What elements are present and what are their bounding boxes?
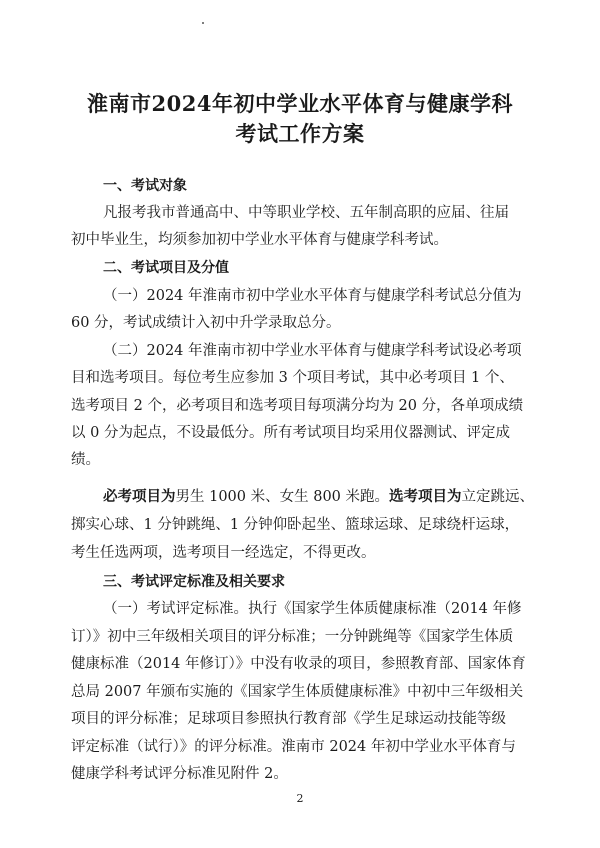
paragraph-line: 总局 2007 年颁布实施的《国家学生体质健康标准》中初中三年级相关 <box>71 684 524 700</box>
paragraph-line: 健康学科考试评分标准见附件 2。 <box>71 766 288 782</box>
paragraph-line: 目和选考项目。每位考生应参加 3 个项目考试，其中必考项目 1 个、 <box>71 370 514 386</box>
paragraph-line: 订）》初中三年级相关项目的评分标准；一分钟跳绳等《国家学生体质 <box>71 629 514 645</box>
paragraph-line: （一）2024 年淮南市初中学业水平体育与健康学科考试总分值为 <box>103 288 522 304</box>
paragraph-line: 选考项目 2 个，必考项目和选考项目每项满分均为 20 分，各单项成绩 <box>71 398 524 414</box>
optional-items-text: 立定跳远、 <box>461 489 535 505</box>
paragraph-line-mixed <box>103 487 573 507</box>
bold-label-optional: 选考项目为 <box>389 489 462 505</box>
scan-speck <box>202 22 204 24</box>
paragraph-line: （二）2024 年淮南市初中学业水平体育与健康学科考试设必考项 <box>103 343 522 359</box>
required-items-text: 男生 1000 米、女生 800 米跑。 <box>175 489 390 505</box>
paragraph-line: 绩。 <box>71 452 100 468</box>
paragraph-line: 以 0 分为起点，不设最低分。所有考试项目均采用仪器测试、评定成 <box>71 425 510 441</box>
paragraph-line: 初中毕业生，均须参加初中学业水平体育与健康学科考试。 <box>71 232 448 248</box>
section-heading-1: 一、考试对象 <box>103 178 187 194</box>
paragraph-line: 考生任选两项，选考项目一经选定，不得更改。 <box>71 545 376 561</box>
page-number: 2 <box>296 792 304 805</box>
paragraph-line: 健康标准（2014 年修订）》中没有收录的项目，参照教育部、国家体育 <box>71 656 526 672</box>
paragraph-line: 项目的评分标准；足球项目参照执行教育部《学生足球运动技能等级 <box>71 711 506 727</box>
paragraph-line: 60 分，考试成绩计入初中升学录取总分。 <box>71 315 341 331</box>
document-title-line1: 淮南市2024年初中学业水平体育与健康学科 <box>87 91 513 116</box>
bold-label-required: 必考项目为 <box>103 489 176 505</box>
section-heading-2: 二、考试项目及分值 <box>103 260 229 276</box>
paragraph-line: 掷实心球、1 分钟跳绳、1 分钟仰卧起坐、篮球运球、足球绕杆运球， <box>71 517 520 533</box>
paragraph-line: 评定标准（试行）》的评分标准。淮南市 2024 年初中学业水平体育与 <box>71 739 516 755</box>
paragraph-line: （一）考试评定标准。执行《国家学生体质健康标准（2014 年修 <box>103 601 522 617</box>
paragraph-line: 凡报考我市普通高中、中等职业学校、五年制高职的应届、往届 <box>103 205 509 221</box>
document-title-line2: 考试工作方案 <box>235 121 365 146</box>
section-heading-3: 三、考试评定标准及相关要求 <box>103 574 285 590</box>
